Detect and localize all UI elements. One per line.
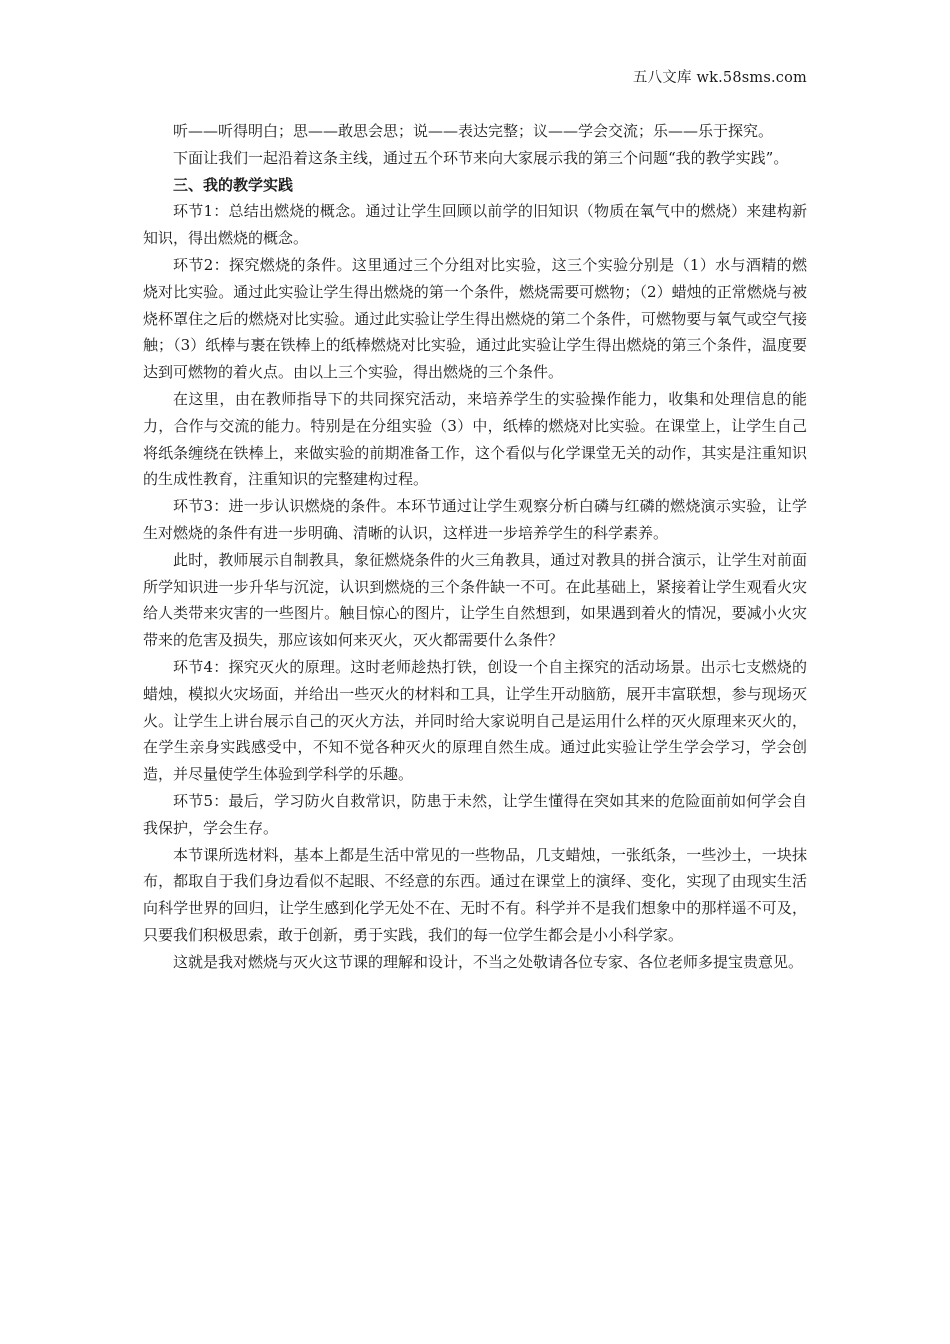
- paragraph-step-1: 环节1：总结出燃烧的概念。通过让学生回顾以前学的旧知识（物质在氧气中的燃烧）来建构新知识，得出燃烧的概念。: [143, 202, 807, 248]
- document-body: [143, 118, 807, 976]
- paragraph-materials: 本节课所选材料，基本上都是生活中常见的一些物品，几支蜡烛，一张纸条，一些沙土，一块抹布，都取自于我们身边看似不起眼、不经意的东西。通过在课堂上的演绎、变化，实现了由现实生活向科学世界的回归，让学生感到化学无处不在、无时不有。科学并不是我们想象中的那样遥不可及，只要我们积极思索，敢于创新，勇于实践，我们的每一位学生都会是小小科学家。: [143, 845, 807, 944]
- paragraph-intro-practice: 下面让我们一起沿着这条主线，通过五个环节来向大家展示我的第三个问题“我的教学实践”。: [173, 148, 789, 167]
- paragraph-step-5: 环节5：最后，学习防火自救常识，防患于未然，让学生懂得在突如其来的危险面前如何学会自我保护，学会生存。: [143, 791, 807, 837]
- page-header-watermark: 五八文库 wk.58sms.com: [632, 70, 807, 86]
- paragraph-conclusion: 这就是我对燃烧与灭火这节课的理解和设计，不当之处敬请各位专家、各位老师多提宝贵意见。: [173, 952, 804, 971]
- paragraph-step-3: 环节3：进一步认识燃烧的条件。本环节通过让学生观察分析白磷与红磷的燃烧演示实验，让学生对燃烧的条件有进一步明确、清晰的认识，这样进一步培养学生的科学素养。: [143, 497, 807, 542]
- paragraph-listening-motto: 听——听得明白；思——敢思会思；说——表达完整；议——学会交流；乐——乐于探究。: [173, 122, 774, 140]
- section-heading-teaching-practice: 三、我的教学实践: [173, 175, 294, 194]
- paragraph-step-2-discussion: 在这里，由在教师指导下的共同探究活动，来培养学生的实验操作能力，收集和处理信息的能力，合作与交流的能力。特别是在分组实验（3）中，纸棒的燃烧对比实验。在课堂上，让学生自己将纸条缠绕在铁棒上，来做实验的前期准备工作，这个看似与化学课堂无关的动作，其实是注重知识的生成性教育，注重知识的完整建构过程。: [143, 389, 807, 489]
- paragraph-step-4: 环节4：探究灭火的原理。这时老师趁热打铁，创设一个自主探究的活动场景。出示七支燃烧的蜡烛，模拟火灾场面，并给出一些灭火的材料和工具，让学生开动脑筋，展开丰富联想，参与现场灭火。让学生上讲台展示自己的灭火方法，并同时给大家说明自己是运用什么样的灭火原理来灭火的，在学生亲身实践感受中，不知不觉各种灭火的原理自然生成。通过此实验让学生学会学习，学会创造，并尽量使学生体验到学科学的乐趣。: [143, 657, 807, 784]
- paragraph-step-2: 环节2：探究燃烧的条件。这里通过三个分组对比实验，这三个实验分别是（1）水与酒精的燃烧对比实验。通过此实验让学生得出燃烧的第一个条件，燃烧需要可燃物；（2）蜡烛的正常燃烧与被烧杯罩住之后的燃烧对比实验。通过此实验让学生得出燃烧的第二个条件，可燃物要与氧气或空气接触；（3）纸棒与裹在铁棒上的纸棒燃烧对比实验，通过此实验让学生得出燃烧的第三个条件，温度要达到可燃物的着火点。由以上三个实验，得出燃烧的三个条件。: [143, 255, 807, 382]
- paragraph-step-3-discussion: 此时，教师展示自制教具，象征燃烧条件的火三角教具，通过对教具的拼合演示，让学生对前面所学知识进一步升华与沉淀，认识到燃烧的三个条件缺一不可。在此基础上，紧接着让学生观看火灾给人类带来灾害的一些图片。触目惊心的图片，让学生自然想到，如果遇到着火的情况，要减小火灾带来的危害及损失，那应该如何来灭火，灭火都需要什么条件？: [143, 550, 807, 650]
